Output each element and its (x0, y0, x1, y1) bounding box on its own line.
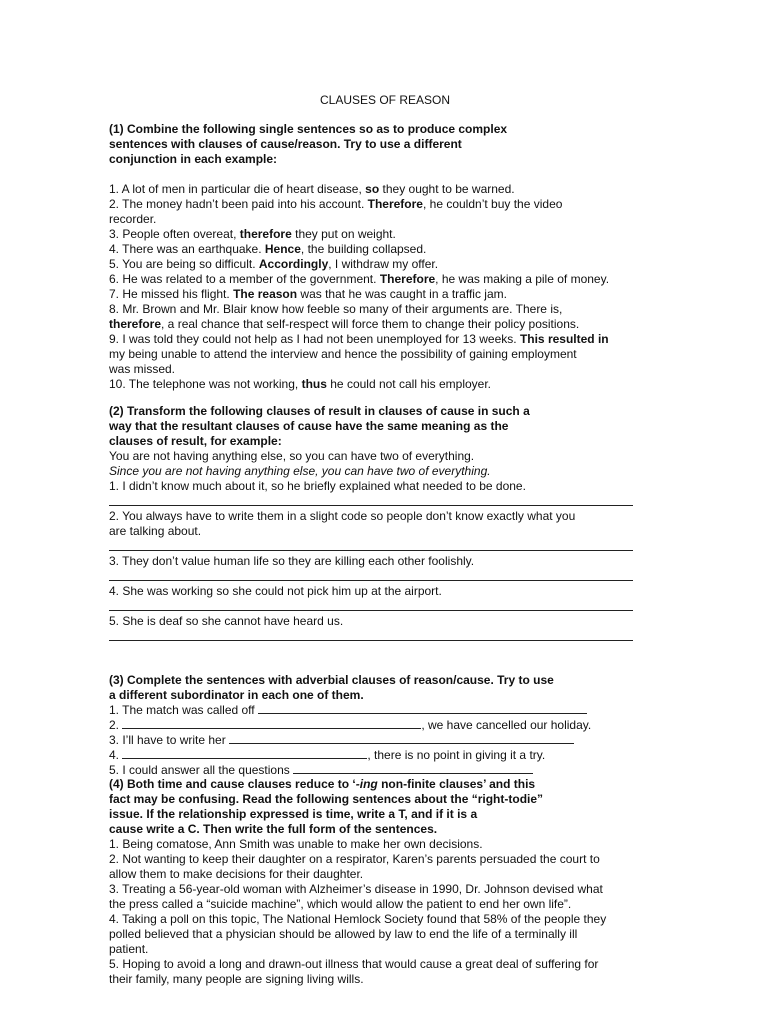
list-item: allow them to make decisions for their daughter. (109, 867, 364, 881)
completion-2: 2. , we have cancelled our holiday. (109, 718, 592, 732)
list-item: 9. I was told they could not help as I had not been unemployed for 13 weeks. This resulted in (109, 332, 609, 346)
completion-3: 3. I’ll have to write her (109, 733, 654, 748)
section-4-list (109, 837, 654, 987)
list-item: 10. The telephone was not working, thus he could not call his employer. (109, 377, 492, 391)
list-item: 8. Mr. Brown and Mr. Blair know how feeble so many of their arguments are. There is, (109, 302, 563, 316)
section-1-list (109, 182, 654, 392)
list-item: 4. There was an earthquake. Hence, the building collapsed. (109, 242, 427, 256)
question-1: 1. I didn’t know much about it, so he briefly explained what needed to be done. (109, 479, 526, 493)
heading-line: (3) Complete the sentences with adverbial clauses of reason/cause. Try to use (109, 673, 554, 687)
section-3 (109, 673, 654, 778)
blank-3[interactable] (229, 733, 574, 744)
answer-line-5[interactable] (109, 629, 633, 644)
completion-5: 5. I could answer all the questions (109, 763, 654, 778)
list-item: polled believed that a physician should be allowed by law to end the life of a terminally ill (109, 927, 578, 941)
list-item: my being unable to attend the interview and hence the possibility of gaining employment (109, 347, 577, 361)
list-item: therefore, a real chance that self-respect will force them to change their policy positions. (109, 317, 580, 331)
heading-line: sentences with clauses of cause/reason. Try to use a different (109, 137, 462, 151)
answer-line-3[interactable] (109, 569, 633, 584)
heading-line: issue. If the relationship expressed is time, write a T, and if it is a (109, 807, 478, 821)
heading-line: (2) Transform the following clauses of result in clauses of cause in such a (109, 404, 530, 418)
list-item: 1. Being comatose, Ann Smith was unable to make her own decisions. (109, 837, 483, 851)
completion-4: 4. , there is no point in giving it a try. (109, 748, 546, 762)
section-2-heading (109, 404, 654, 449)
blank-1[interactable] (258, 703, 587, 714)
list-item: 2. The money hadn’t been paid into his account. Therefore, he couldn’t buy the video (109, 197, 563, 211)
section-2 (109, 404, 654, 644)
list-item: 5. Hoping to avoid a long and drawn-out illness that would cause a great deal of suffering for (109, 957, 599, 971)
list-item: was missed. (109, 362, 176, 376)
answer-line-4[interactable] (109, 599, 633, 614)
blank-5[interactable] (293, 763, 533, 774)
heading-line: conjunction in each example: (109, 152, 278, 166)
completion-1: 1. The match was called off (109, 703, 654, 718)
heading-line: (4) Both time and cause clauses reduce to ‘-ing non-finite clauses’ and this (109, 777, 536, 791)
page-title: CLAUSES OF REASON (319, 93, 451, 107)
list-item: 2. Not wanting to keep their daughter on a respirator, Karen’s parents persuaded the court to (109, 852, 600, 866)
blank-2[interactable] (122, 718, 421, 729)
question-2-cont: are talking about. (109, 524, 202, 538)
heading-line: (1) Combine the following single sentences so as to produce complex (109, 122, 508, 136)
list-item: 4. Taking a poll on this topic, The National Hemlock Society found that 58% of the people they (109, 912, 607, 926)
list-item: 1. A lot of men in particular die of heart disease, so they ought to be warned. (109, 182, 515, 196)
list-item: the press called a “suicide machine”, which would allow the patient to end her own life”. (109, 897, 572, 911)
example-answer: Since you are not having anything else, you can have two of everything. (109, 464, 491, 478)
section-3-heading (109, 673, 654, 703)
answer-line-2[interactable] (109, 539, 633, 554)
heading-line: cause write a C. Then write the full form of the sentences. (109, 822, 438, 836)
question-4: 4. She was working so she could not pick him up at the airport. (109, 584, 442, 598)
section-1 (109, 122, 654, 392)
list-item: 3. People often overeat, therefore they put on weight. (109, 227, 396, 241)
question-5: 5. She is deaf so she cannot have heard us. (109, 614, 344, 628)
question-2: 2. You always have to write them in a slight code so people don’t know exactly what you (109, 509, 576, 523)
list-item: patient. (109, 942, 149, 956)
section-4-heading (109, 777, 654, 837)
heading-line: way that the resultant clauses of cause have the same meaning as the (109, 419, 509, 433)
list-item: 7. He missed his flight. The reason was that he was caught in a traffic jam. (109, 287, 507, 301)
heading-line: a different subordinator in each one of them. (109, 688, 364, 702)
section-1-heading (109, 122, 654, 167)
example-sentence: You are not having anything else, so you can have two of everything. (109, 449, 475, 463)
blank-4[interactable] (122, 748, 367, 759)
list-item: 5. You are being so difficult. Accordingly, I withdraw my offer. (109, 257, 439, 271)
list-item: their family, many people are signing living wills. (109, 972, 364, 986)
list-item: 6. He was related to a member of the government. Therefore, he was making a pile of money. (109, 272, 610, 286)
answer-line-1[interactable] (109, 494, 633, 509)
question-3: 3. They don’t value human life so they are killing each other foolishly. (109, 554, 475, 568)
section-4 (109, 777, 654, 987)
list-item: recorder. (109, 212, 157, 226)
heading-line: fact may be confusing. Read the following sentences about the “right-todie” (109, 792, 544, 806)
heading-line: clauses of result, for example: (109, 434, 282, 448)
list-item: 3. Treating a 56-year-old woman with Alzheimer’s disease in 1990, Dr. Johnson devised what (109, 882, 603, 896)
